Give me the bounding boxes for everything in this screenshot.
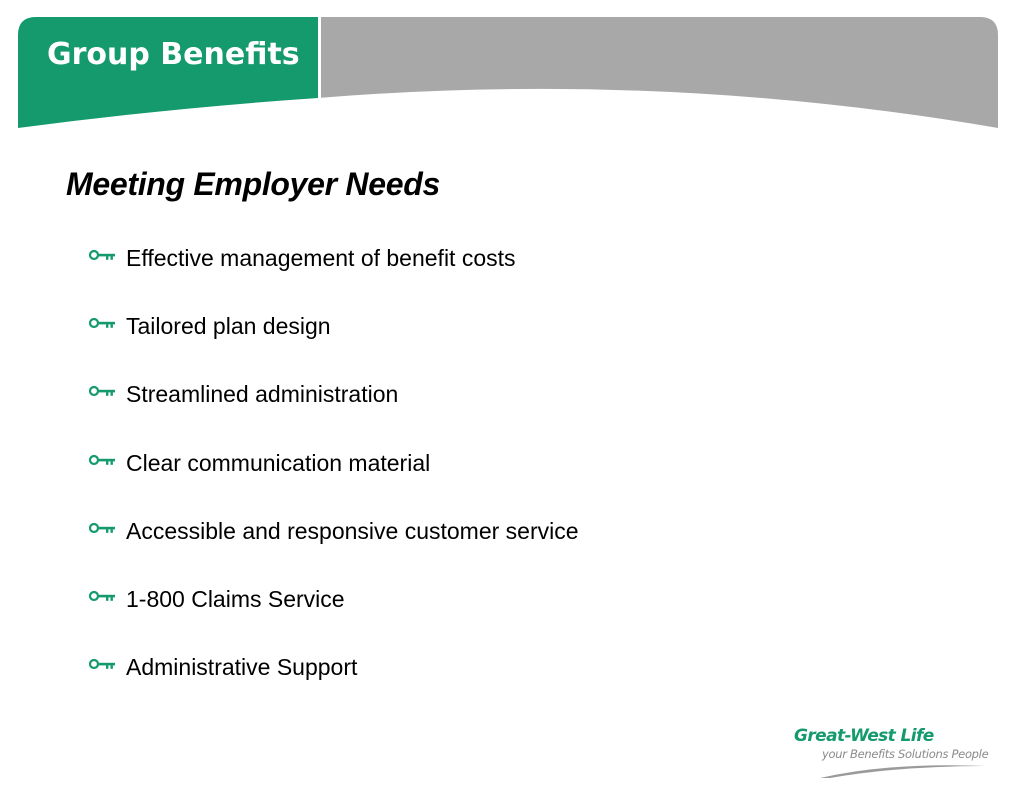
key-icon: [88, 520, 118, 536]
bullet-text: 1-800 Claims Service: [126, 585, 345, 612]
list-item: [88, 312, 579, 340]
logo-swoosh: [790, 756, 990, 780]
key-icon: [88, 247, 118, 263]
list-item: [88, 653, 579, 681]
key-icon: [88, 383, 118, 399]
list-item: [88, 517, 579, 545]
bullet-text: Effective management of benefit costs: [126, 245, 516, 271]
bullet-text: Streamlined administration: [126, 381, 399, 408]
list-item: [88, 585, 579, 613]
header-separator: [318, 17, 321, 99]
key-icon: [88, 588, 118, 604]
list-item: [88, 244, 579, 272]
logo-tagline: your Benefits Solutions People: [822, 747, 989, 761]
key-icon: [88, 452, 118, 468]
list-item: [88, 449, 579, 477]
bullet-text: Clear communication material: [126, 449, 431, 476]
bullet-text: Administrative Support: [126, 654, 358, 681]
header-title: Group Benefits: [47, 37, 300, 72]
header-gray-band: [318, 17, 998, 128]
bullet-text: Accessible and responsive customer service: [126, 517, 579, 544]
bullet-text: Tailored plan design: [126, 313, 331, 340]
key-icon: [88, 656, 118, 672]
key-icon: [88, 315, 118, 331]
logo-name: Great-West Life: [794, 726, 934, 746]
bullet-list: [88, 244, 579, 721]
great-west-life-logo: [790, 726, 990, 782]
slide-title: Meeting Employer Needs: [66, 166, 440, 202]
header-green-band: [18, 17, 318, 128]
list-item: [88, 380, 579, 408]
